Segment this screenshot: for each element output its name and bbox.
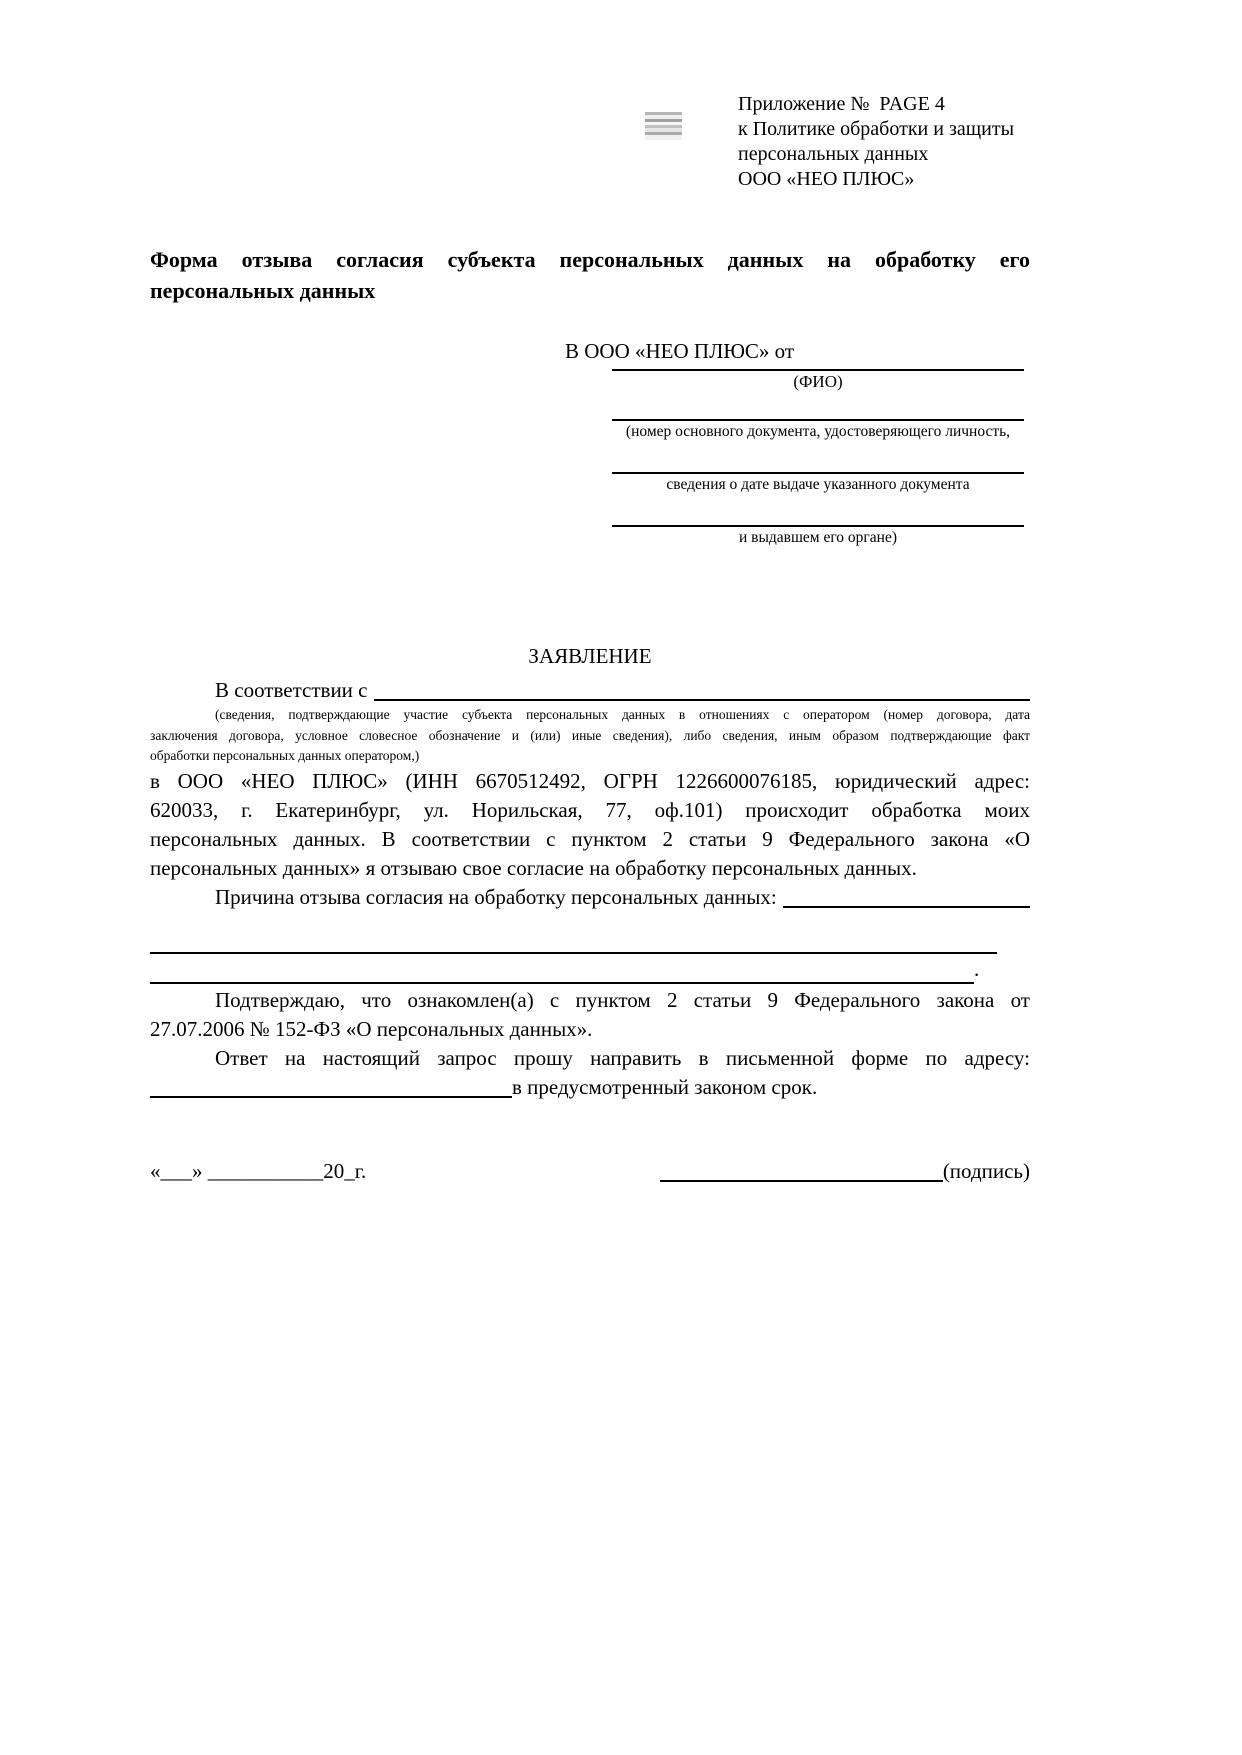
embedded-page-field-artifact-icon (645, 112, 682, 140)
main-paragraph-line: персональных данных» я отзываю свое согласие на обработку персональных данных. (150, 855, 917, 880)
fio-field-caption: (ФИО) (793, 372, 843, 391)
signature-caption: (подпись) (942, 1158, 1030, 1183)
main-paragraph-line: в ООО «НЕО ПЛЮС» (ИНН 6670512492, ОГРН 1226600076185, юридический адрес: (150, 768, 1030, 793)
date-blank: «___» ___________20_г. (150, 1158, 367, 1183)
reply-request-line: Ответ на настоящий запрос прошу направить в письменной форме по адресу: (215, 1045, 1030, 1070)
document-number-blank-line (612, 392, 1024, 421)
main-paragraph-line: 620033, г. Екатеринбург, ул. Норильская, 77, оф.101) происходит обработка моих (150, 797, 1030, 822)
confirmation-paragraph (150, 986, 1030, 1044)
accordance-row (150, 677, 1030, 705)
reason-extra-blank-row (150, 954, 1030, 984)
document-title (150, 244, 1030, 306)
issue-date-field-caption: сведения о дате выдаче указанного документа (666, 476, 970, 493)
issue-date-blank-line (612, 442, 1024, 474)
addressee-fields (612, 366, 1024, 548)
issue-date-field (612, 442, 1024, 495)
document-title-line: персональных данных (150, 278, 376, 303)
sentence-period: . (974, 956, 980, 981)
document-title-line: Форма отзыва согласия субъекта персональных данных на обработку его (150, 247, 1030, 272)
fio-field (612, 366, 1024, 392)
reply-address-blank-line (150, 1096, 512, 1098)
reason-prefix: Причина отзыва согласия на обработку персональных данных: (215, 884, 777, 909)
signature-blank-line (660, 1180, 943, 1182)
issuing-authority-blank-line (612, 495, 1024, 527)
signature-footer (150, 1157, 1030, 1186)
signature-group (660, 1157, 1030, 1186)
header-line: к Политике обработки и защиты (738, 118, 1015, 140)
reason-blank-line (783, 906, 1030, 908)
statement-heading: ЗАЯВЛЕНИЕ (528, 644, 652, 668)
reason-extra-blank-row (150, 924, 1030, 954)
document-number-field-caption: (номер основного документа, удостоверяющего личность, (625, 423, 1011, 440)
appendix-header (738, 92, 1030, 192)
reply-suffix: в предусмотренный законом срок. (512, 1074, 818, 1099)
confirmation-line: Подтверждаю, что ознакомлен(а) с пунктом 2 статьи 9 Федерального закона от (215, 987, 1030, 1012)
main-paragraph (150, 767, 1030, 883)
fine-print-line: обработки персональных данных оператором,) (150, 748, 420, 763)
reply-address-row (150, 1073, 1030, 1102)
accordance-prefix: В соответствии с (215, 678, 368, 702)
header-line: ООО «НЕО ПЛЮС» (738, 168, 915, 190)
document-number-field (612, 392, 1024, 442)
header-line: персональных данных (738, 143, 929, 165)
fine-print-note (150, 705, 1030, 767)
addressee-line: В ООО «НЕО ПЛЮС» от (565, 339, 795, 363)
reply-paragraph (150, 1044, 1030, 1102)
reason-row (150, 883, 1030, 912)
fine-print-line: (сведения, подтверждающие участие субъекта персональных данных в отношениях с оператором (номер договора, дата (215, 707, 1030, 722)
reason-extra-blank-line (150, 954, 974, 984)
main-paragraph-line: персональных данных. В соответствии с пунктом 2 статьи 9 Федерального закона «О (150, 826, 1030, 851)
accordance-blank-line (374, 699, 1031, 701)
header-line: Приложение № PAGE 4 (738, 93, 945, 115)
fine-print-line: заключения договора, условное словесное обозначение и (или) иные сведения), либо сведения, иным образом подтверждающие факт (150, 727, 1030, 743)
reason-extra-blank-line (150, 924, 997, 954)
issuing-authority-field-caption: и выдавшем его органе) (738, 529, 898, 546)
issuing-authority-field (612, 495, 1024, 548)
confirmation-line: 27.07.2006 № 152-ФЗ «О персональных данных». (150, 1016, 593, 1041)
